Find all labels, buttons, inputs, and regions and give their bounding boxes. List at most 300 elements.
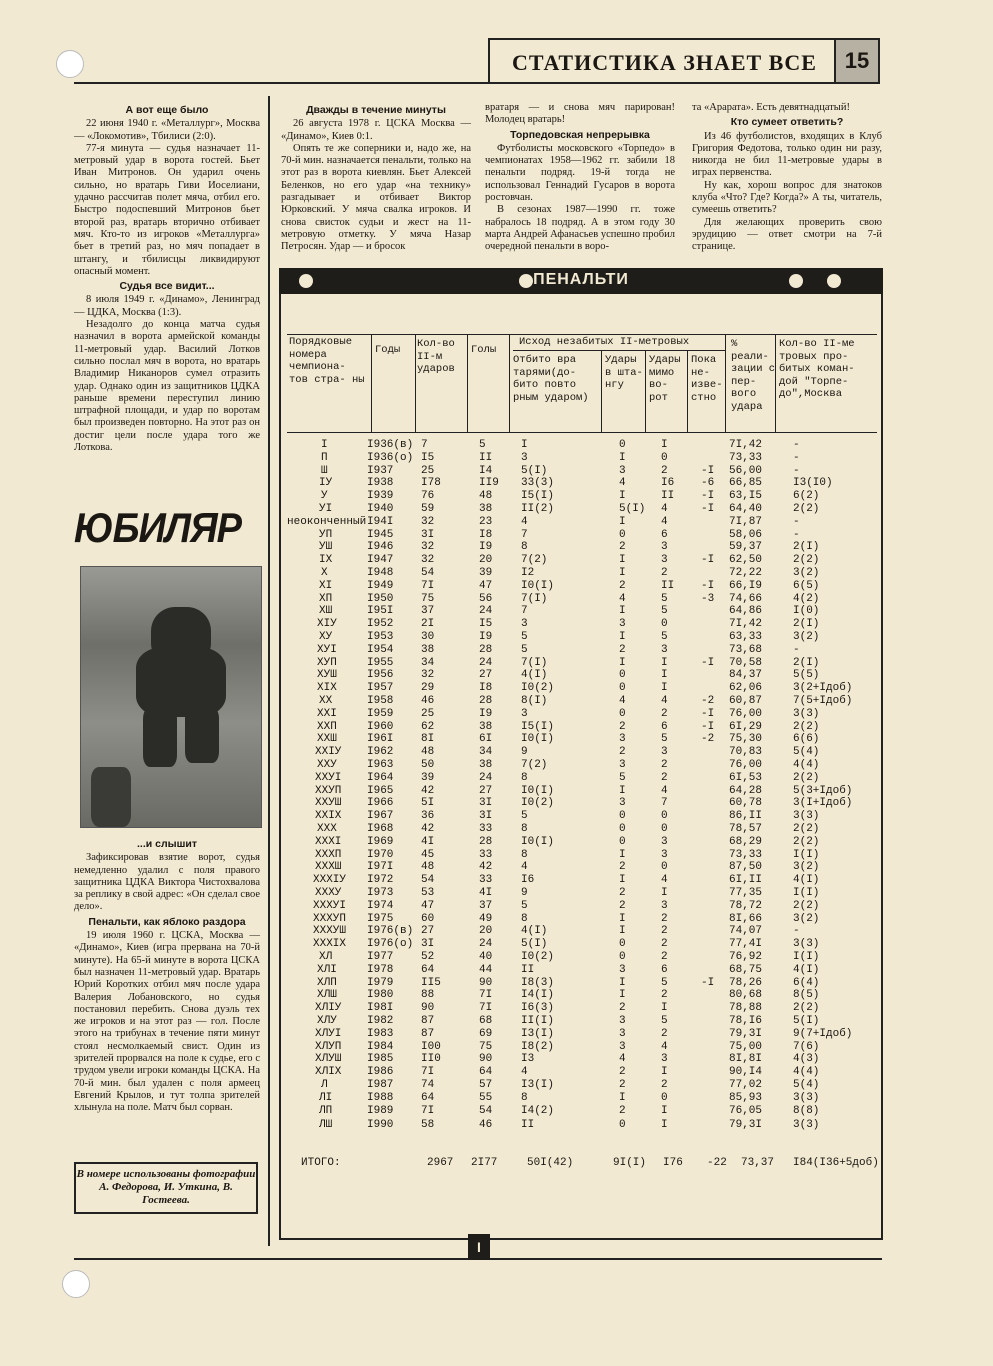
table-cell: 56,00 bbox=[729, 464, 763, 477]
table-cell: неоконченный bbox=[287, 515, 367, 528]
paragraph: 26 августа 1978 г. ЦСКА Москва — «Динамо», Киев 0:1. bbox=[281, 118, 471, 142]
table-cell: 56 bbox=[479, 592, 493, 605]
table-cell: ХХУШ bbox=[315, 797, 342, 810]
table-cell: 4(I) bbox=[793, 874, 820, 887]
header-group: Исход незабитых II-метровых bbox=[519, 336, 690, 348]
table-cell: 38 bbox=[421, 643, 435, 656]
table-cell: I988 bbox=[367, 1091, 394, 1104]
table-cell: -I bbox=[701, 464, 715, 477]
table-cell: 60,78 bbox=[729, 797, 763, 810]
table-cell: 3 bbox=[661, 554, 668, 567]
table-cell: 3(3) bbox=[793, 1091, 820, 1104]
table-cell: 37 bbox=[479, 899, 493, 912]
table-cell: I bbox=[619, 784, 626, 797]
table-cell: 0 bbox=[619, 669, 626, 682]
table-cell: 38 bbox=[479, 503, 493, 515]
table-cell: ХХХУП bbox=[313, 912, 347, 925]
table-cell: I939 bbox=[367, 490, 394, 503]
table-cell: 75,30 bbox=[729, 733, 763, 746]
table-cell: 6I,53 bbox=[729, 771, 763, 784]
table-cell: 2 bbox=[619, 887, 626, 899]
table-cell: 2(2) bbox=[793, 899, 820, 912]
table-cell: II bbox=[479, 451, 493, 464]
table-cell: 78,26 bbox=[729, 976, 763, 989]
table-cell: I bbox=[661, 1119, 668, 1131]
table-cell: 3 bbox=[661, 541, 668, 554]
table-cell: 50 bbox=[421, 759, 435, 771]
table-cell: 0 bbox=[661, 861, 668, 874]
table-cell: I936(в) bbox=[367, 439, 414, 451]
table-cell: 32 bbox=[421, 515, 435, 528]
paragraph: В сезонах 1987—1990 гг. тоже набралось 18 подряд. А в этом году 30 марта Андрей Афанасьев успешно пробил очередной пенальти в воро- bbox=[485, 204, 675, 253]
table-cell: 68,29 bbox=[729, 835, 763, 848]
table-cell: 38 bbox=[479, 759, 493, 771]
table-cell: 74 bbox=[421, 1079, 435, 1091]
table-cell: 3(3) bbox=[793, 1119, 820, 1131]
table-cell: 87 bbox=[421, 1015, 435, 1027]
paragraph: Для желающих проверить свою эрудицию — ответ смотри на 7-й странице. bbox=[692, 216, 882, 253]
table-cell: 4(4) bbox=[793, 1066, 820, 1079]
table-cell: I bbox=[661, 656, 668, 669]
table-cell: II bbox=[661, 490, 675, 503]
table-cell: УШ bbox=[319, 541, 333, 554]
table-cell: 47 bbox=[421, 899, 435, 912]
table-cell: 59,37 bbox=[729, 541, 763, 554]
table-row bbox=[281, 1104, 881, 1118]
table-cell: 0 bbox=[619, 682, 626, 695]
table-cell: 7I bbox=[479, 1002, 493, 1015]
table-cell: I8 bbox=[479, 682, 493, 695]
table-cell: 45 bbox=[421, 848, 435, 861]
table-cell: I0(2) bbox=[521, 797, 555, 810]
header-years: Годы bbox=[375, 344, 401, 356]
table-cell: - bbox=[793, 439, 800, 451]
table-cell: I977 bbox=[367, 951, 394, 963]
table-cell: I6(3) bbox=[521, 1002, 555, 1015]
table-cell: 5 bbox=[661, 605, 668, 618]
table-cell: I945 bbox=[367, 528, 394, 541]
table-cell: 7I,42 bbox=[729, 618, 763, 631]
table-cell: ХЛУI bbox=[315, 1027, 342, 1040]
table-cell: 25 bbox=[421, 707, 435, 720]
table-cell: 2 bbox=[619, 579, 626, 592]
table-cell: 24 bbox=[479, 771, 493, 784]
table-cell: 5(I) bbox=[521, 464, 548, 477]
table-cell: 53 bbox=[421, 887, 435, 899]
table-cell: 5I bbox=[421, 797, 435, 810]
table-cell: ХХI bbox=[317, 707, 337, 720]
table-cell: 90,I4 bbox=[729, 1066, 763, 1079]
column-3 bbox=[485, 102, 675, 254]
table-cell: I bbox=[619, 976, 626, 989]
table-cell: 7 bbox=[661, 797, 668, 810]
table-cell: I9 bbox=[479, 541, 493, 554]
table-cell: -3 bbox=[701, 592, 715, 605]
table-cell: I982 bbox=[367, 1015, 394, 1027]
table-cell: 4(I) bbox=[793, 963, 820, 976]
column-2 bbox=[281, 102, 471, 254]
table-cell: 66,85 bbox=[729, 477, 763, 490]
table-cell: I937 bbox=[367, 464, 394, 477]
table-cell: 8 bbox=[521, 912, 528, 925]
table-cell: 3 bbox=[661, 746, 668, 759]
table-cell: 8 bbox=[521, 848, 528, 861]
goalkeeper-photo bbox=[80, 566, 262, 828]
table-cell: 7(5+Iдоб) bbox=[793, 695, 853, 707]
table-cell: 3(I+Iдоб) bbox=[793, 797, 853, 810]
table-cell: ХЛI bbox=[317, 963, 337, 976]
table-cell: I95I bbox=[367, 605, 394, 618]
table-cell: 2 bbox=[661, 771, 668, 784]
paragraph: Зафиксировав взятие ворот, судья немедленно удалил с поля правого защитника ЦДКА Виктора Чистохвалова за реплику в свой адрес: «Он сделал свое дело». bbox=[74, 852, 260, 913]
column-1 bbox=[74, 102, 260, 454]
table-cell: 6(4) bbox=[793, 976, 820, 989]
table-cell: I966 bbox=[367, 797, 394, 810]
table-cell: 6I,29 bbox=[729, 720, 763, 733]
table-cell: 68,75 bbox=[729, 963, 763, 976]
table-cell: 90 bbox=[421, 1002, 435, 1015]
table-cell: 54 bbox=[479, 1104, 493, 1117]
table-cell: I960 bbox=[367, 720, 394, 733]
table-cell: 4 bbox=[521, 1066, 528, 1079]
table-cell: ХЛУ bbox=[317, 1015, 337, 1027]
table-cell: 69 bbox=[479, 1027, 493, 1040]
table-cell: 3(2) bbox=[793, 631, 820, 643]
table-cell: -I bbox=[701, 707, 715, 720]
table-cell: II9 bbox=[479, 477, 499, 490]
table-cell: 48 bbox=[421, 746, 435, 759]
table-cell: 8(5) bbox=[793, 989, 820, 1002]
table-cell: II bbox=[521, 1119, 535, 1131]
table-cell: I0(I) bbox=[521, 733, 555, 746]
table-cell: 3(3) bbox=[793, 938, 820, 951]
table-cell: I955 bbox=[367, 656, 394, 669]
table-cell: ХЛIХ bbox=[315, 1066, 342, 1079]
table-cell: 5(I) bbox=[521, 938, 548, 951]
total-label: ИТОГО: bbox=[301, 1157, 341, 1169]
paragraph: та «Арарата». Есть девятнадцатый! bbox=[692, 102, 850, 113]
table-cell: 8 bbox=[521, 541, 528, 554]
table-cell: I970 bbox=[367, 848, 394, 861]
table-cell: 5(I) bbox=[793, 1015, 820, 1027]
table-cell: 79,3I bbox=[729, 1119, 763, 1131]
table-cell: - bbox=[793, 643, 800, 656]
table-cell: ЛI bbox=[319, 1091, 333, 1104]
table-banner bbox=[279, 268, 883, 294]
table-cell: I96I bbox=[367, 733, 394, 746]
table-cell: 3(2) bbox=[793, 861, 820, 874]
table-cell: 3 bbox=[619, 1027, 626, 1040]
table-cell: Х bbox=[321, 567, 328, 579]
table-cell: 0 bbox=[661, 823, 668, 835]
table-cell: I984 bbox=[367, 1040, 394, 1053]
table-cell: 0 bbox=[661, 451, 668, 464]
table-cell: 64 bbox=[421, 1091, 435, 1104]
table-cell: I3(I) bbox=[521, 1027, 555, 1040]
table-cell: I983 bbox=[367, 1027, 394, 1040]
table-cell: I8(2) bbox=[521, 1040, 555, 1053]
table-cell: УП bbox=[319, 528, 333, 541]
table-cell: 0 bbox=[619, 938, 626, 951]
table-cell: 3 bbox=[619, 963, 626, 976]
table-cell: ХЛШ bbox=[317, 989, 337, 1002]
header-unknown: Пока не- изве- стно bbox=[691, 354, 723, 404]
table-cell: 0 bbox=[619, 835, 626, 848]
table-cell: 4 bbox=[619, 477, 626, 490]
paragraph: 19 июля 1960 г. ЦСКА, Москва — «Динамо», Киев (игра прервана на 70-й минуте). На 65-й минуте в ворота ЦСКА был назначен 11-метровый удар. Вратарь Юрий Коротких отбил мяч после удара Валерия Лобановского, но судья постановил перебить. Снова дуэль тех же игроков и на этот раз — гол. После этого на трибунах в течение пяти минут стоял несмолкаемый свист. Один из зрителей прорвался на поле к судье, его с трудом увели игроки команды ЦСКА. На 70-й мин. был удален с поля армеец Евгений Крылов, и тут толпа зрителей хлынула на поле. Матч был сорван. bbox=[74, 930, 260, 1114]
table-cell: 39 bbox=[421, 771, 435, 784]
table-cell: Л bbox=[321, 1079, 328, 1091]
table-cell: ХХХI bbox=[315, 835, 342, 848]
table-cell: I972 bbox=[367, 874, 394, 887]
table-cell: -I bbox=[701, 976, 715, 989]
table-cell: IУ bbox=[319, 477, 333, 490]
table-cell: 32 bbox=[421, 554, 435, 567]
punch-hole bbox=[56, 50, 84, 78]
headline: Пенальти, как яблоко раздора bbox=[88, 915, 246, 928]
table-cell: I946 bbox=[367, 541, 394, 554]
table-cell: 2 bbox=[661, 925, 668, 938]
table-title: ПЕНАЛЬТИ bbox=[533, 271, 629, 288]
table-cell: 7 bbox=[521, 605, 528, 618]
table-cell: 4(3) bbox=[793, 1053, 820, 1066]
table-cell: 2 bbox=[661, 912, 668, 925]
table-cell: 27 bbox=[421, 925, 435, 938]
table-cell: 2(I) bbox=[793, 541, 820, 554]
table-row bbox=[281, 1118, 881, 1132]
table-cell: 2 bbox=[661, 1079, 668, 1091]
table-cell: I bbox=[661, 669, 668, 682]
table-cell: 2 bbox=[619, 899, 626, 912]
table-cell: 63,I5 bbox=[729, 490, 763, 503]
total-row bbox=[281, 1156, 881, 1170]
table-cell: IХ bbox=[319, 554, 333, 567]
table-cell: I bbox=[661, 682, 668, 695]
table-cell: 77,4I bbox=[729, 938, 763, 951]
table-cell: 5 bbox=[479, 439, 486, 451]
table-cell: 58,06 bbox=[729, 528, 763, 541]
table-cell: 8(8) bbox=[793, 1104, 820, 1117]
headline: А вот еще было bbox=[125, 104, 209, 116]
table-cell: I5(I) bbox=[521, 720, 555, 733]
paragraph: Футболисты московского «Торпедо» в чемпионатах 1958—1962 гг. забили 18 пенальти подряд. 19-й тогда не использовал Геннадий Гусаров в ворота ростовчан. bbox=[485, 142, 675, 204]
table-cell: I967 bbox=[367, 810, 394, 823]
table-cell: I0(I) bbox=[521, 784, 555, 797]
table-cell: 3I bbox=[479, 810, 493, 823]
table-cell: 52 bbox=[421, 951, 435, 963]
table-cell: 27 bbox=[479, 669, 493, 682]
table-cell: 87,50 bbox=[729, 861, 763, 874]
table-cell: 76,92 bbox=[729, 951, 763, 963]
table-cell: I956 bbox=[367, 669, 394, 682]
table-cell: 2 bbox=[661, 989, 668, 1002]
table-cell: 7(2) bbox=[521, 759, 548, 771]
table-cell: 28 bbox=[479, 695, 493, 707]
table-cell: 0 bbox=[619, 823, 626, 835]
table-cell: ХУП bbox=[317, 656, 337, 669]
table-cell: 2(2) bbox=[793, 1002, 820, 1015]
table-cell: I3(I) bbox=[521, 1079, 555, 1091]
table-cell: I97I bbox=[367, 861, 394, 874]
paragraph: Из 46 футболистов, входящих в Клуб Григория Федотова, только один ни разу, никогда не бил 11-метровые удары в играх первенства. bbox=[692, 130, 882, 179]
table-cell: ХЛ bbox=[319, 951, 333, 963]
table-cell: 28 bbox=[479, 835, 493, 848]
table-cell: I8 bbox=[479, 528, 493, 541]
headline: ...и слышит bbox=[137, 838, 197, 850]
table-cell: I bbox=[661, 439, 668, 451]
table-cell: ХУШ bbox=[317, 669, 337, 682]
table-cell: ХХIУ bbox=[315, 746, 342, 759]
table-cell: ЛШ bbox=[319, 1119, 333, 1131]
table-cell: I975 bbox=[367, 912, 394, 925]
table-cell: 5 bbox=[521, 643, 528, 656]
table-cell: 2 bbox=[619, 1066, 626, 1079]
table-cell: ХЛIУ bbox=[315, 1002, 342, 1015]
table-cell: I bbox=[619, 874, 626, 887]
table-cell: 77,02 bbox=[729, 1079, 763, 1091]
table-cell: I5 bbox=[421, 451, 435, 464]
table-cell: II bbox=[661, 579, 675, 592]
table-cell: 8(I) bbox=[521, 695, 548, 707]
table-cell: - bbox=[793, 515, 800, 528]
table-cell: 85,93 bbox=[729, 1091, 763, 1104]
table-cell: 40 bbox=[479, 951, 493, 963]
table-cell: - bbox=[793, 464, 800, 477]
table-cell: 2 bbox=[661, 707, 668, 720]
table-cell: -6 bbox=[701, 477, 715, 490]
table-cell: 80,68 bbox=[729, 989, 763, 1002]
table-cell: I947 bbox=[367, 554, 394, 567]
table-cell: 0 bbox=[619, 707, 626, 720]
table-cell: I bbox=[661, 887, 668, 899]
table-cell: 3 bbox=[521, 618, 528, 631]
table-cell: I8(3) bbox=[521, 976, 555, 989]
table-cell: 2(2) bbox=[793, 554, 820, 567]
table-cell: 0 bbox=[619, 528, 626, 541]
table-cell: II(I) bbox=[521, 1015, 555, 1027]
table-cell: ХХ bbox=[319, 695, 333, 707]
table-cell: 6 bbox=[661, 528, 668, 541]
table-cell: 2I bbox=[421, 618, 435, 631]
table-cell: 75,00 bbox=[729, 1040, 763, 1053]
table-cell: 62 bbox=[421, 720, 435, 733]
table-cell: 4(4) bbox=[793, 759, 820, 771]
table-cell: I bbox=[619, 989, 626, 1002]
table-cell: -I bbox=[701, 656, 715, 669]
header-championship: Порядковые номера чемпиона- тов стра- ны bbox=[289, 336, 365, 386]
table-cell: 39 bbox=[479, 567, 493, 579]
table-cell: 7I,87 bbox=[729, 515, 763, 528]
table-cell: ХХХ bbox=[317, 823, 337, 835]
table-cell: 62,50 bbox=[729, 554, 763, 567]
table-cell: 2(I) bbox=[793, 656, 820, 669]
headline: Судья все видит... bbox=[119, 280, 215, 293]
table-cell: 46 bbox=[479, 1119, 493, 1131]
paragraph: Незадолго до конца матча судья назначил в ворота армейской команды 11-метровый удар. Василий Лотков сильно послал мяч в ворота, но вратарь Владимир Никаноров сумел отразить удар. Однако один из защитников ЦДКА раньше времени переступил линию штрафной площади, и удар по воротам был произведен повторно. На этот раз он достиг цели после удара того же Лоткова. bbox=[74, 319, 260, 454]
table-cell: 29 bbox=[421, 682, 435, 695]
table-cell: ХУ bbox=[319, 631, 333, 643]
column-1-lower bbox=[74, 836, 260, 1115]
header-torpedo: Кол-во II-ме тровых про- битых коман- дой "Торпе- до",Москва bbox=[779, 338, 855, 400]
table-cell: 8I bbox=[421, 733, 435, 746]
table-cell: 4 bbox=[619, 1053, 626, 1066]
table-cell: I954 bbox=[367, 643, 394, 656]
table-cell: 5 bbox=[661, 976, 668, 989]
table-cell: - bbox=[793, 528, 800, 541]
table-cell: 78,72 bbox=[729, 899, 763, 912]
header-percent: % реали- зации с пер- вого удара bbox=[731, 338, 776, 413]
table-cell: 4 bbox=[661, 515, 668, 528]
table-cell: I963 bbox=[367, 759, 394, 771]
table-cell: 5 bbox=[521, 810, 528, 823]
table-cell: 3 bbox=[661, 643, 668, 656]
table-cell: 3 bbox=[661, 835, 668, 848]
table-cell: I979 bbox=[367, 976, 394, 989]
table-cell: 0 bbox=[619, 810, 626, 823]
table-cell: 6 bbox=[661, 963, 668, 976]
table-cell: ХХП bbox=[317, 720, 337, 733]
table-cell: 3(2) bbox=[793, 912, 820, 925]
table-cell: I bbox=[661, 1066, 668, 1079]
footer-badge: I bbox=[468, 1234, 490, 1260]
table-cell: 32 bbox=[421, 669, 435, 682]
table-cell: 2 bbox=[619, 1002, 626, 1015]
total-unknown: -22 bbox=[707, 1157, 727, 1169]
table-cell: 42 bbox=[479, 861, 493, 874]
paragraph: Опять те же соперники и, надо же, на 70-й мин. назначается пенальти, только на этот раз в ворота киевлян. Бьет Алексей Беленков, но его удар «на технику» разгадывает и отбивает Виктор Юрковский. У мяча свалка игроков. И снова свисток судьи и жест на 11-метровую отметку. У мяча Назар Петросян. Удар — и бросок bbox=[281, 142, 471, 253]
table-cell: 3I bbox=[479, 797, 493, 810]
table-cell: I(I) bbox=[793, 951, 820, 963]
table-cell: 2(I) bbox=[793, 618, 820, 631]
table-cell: 5(4) bbox=[793, 746, 820, 759]
table-cell: 60,87 bbox=[729, 695, 763, 707]
table-cell: I968 bbox=[367, 823, 394, 835]
table-cell: 66,I9 bbox=[729, 579, 763, 592]
paragraph: 22 июня 1940 г. «Металлург», Москва — «Локомотив», Тбилиси (2:0). bbox=[74, 118, 260, 142]
jubilee-heading: ЮБИЛЯР bbox=[74, 505, 241, 553]
table-cell: П bbox=[321, 451, 328, 464]
table-cell: 74,07 bbox=[729, 925, 763, 938]
table-cell: 0 bbox=[619, 439, 626, 451]
table-cell: 7(2) bbox=[521, 554, 548, 567]
table-cell: ХХХУШ bbox=[313, 925, 347, 938]
table-cell: I98I bbox=[367, 1002, 394, 1015]
table-cell: I4(I) bbox=[521, 989, 555, 1002]
table-cell: I9 bbox=[479, 707, 493, 720]
table-cell: 3 bbox=[521, 451, 528, 464]
table-cell: 8 bbox=[521, 771, 528, 784]
table-cell: 63,33 bbox=[729, 631, 763, 643]
table-cell: 2 bbox=[619, 1079, 626, 1091]
table-cell: ХЛП bbox=[317, 976, 337, 989]
table-cell: 2 bbox=[661, 951, 668, 963]
table-cell: 2(2) bbox=[793, 823, 820, 835]
total-percent: 73,37 bbox=[741, 1157, 775, 1169]
table-cell: 64 bbox=[479, 1066, 493, 1079]
table-cell: 64,40 bbox=[729, 503, 763, 515]
table-cell: I5(I) bbox=[521, 490, 555, 503]
table-cell: 4 bbox=[521, 515, 528, 528]
table-cell: -I bbox=[701, 554, 715, 567]
table-cell: II0 bbox=[421, 1053, 441, 1066]
table-cell: 24 bbox=[479, 605, 493, 618]
table-cell: I0(2) bbox=[521, 682, 555, 695]
table-cell: I(I) bbox=[793, 887, 820, 899]
table-cell: I949 bbox=[367, 579, 394, 592]
table-cell: I976(о) bbox=[367, 938, 414, 951]
table-cell: 4(2) bbox=[793, 592, 820, 605]
table-cell: 25 bbox=[421, 464, 435, 477]
